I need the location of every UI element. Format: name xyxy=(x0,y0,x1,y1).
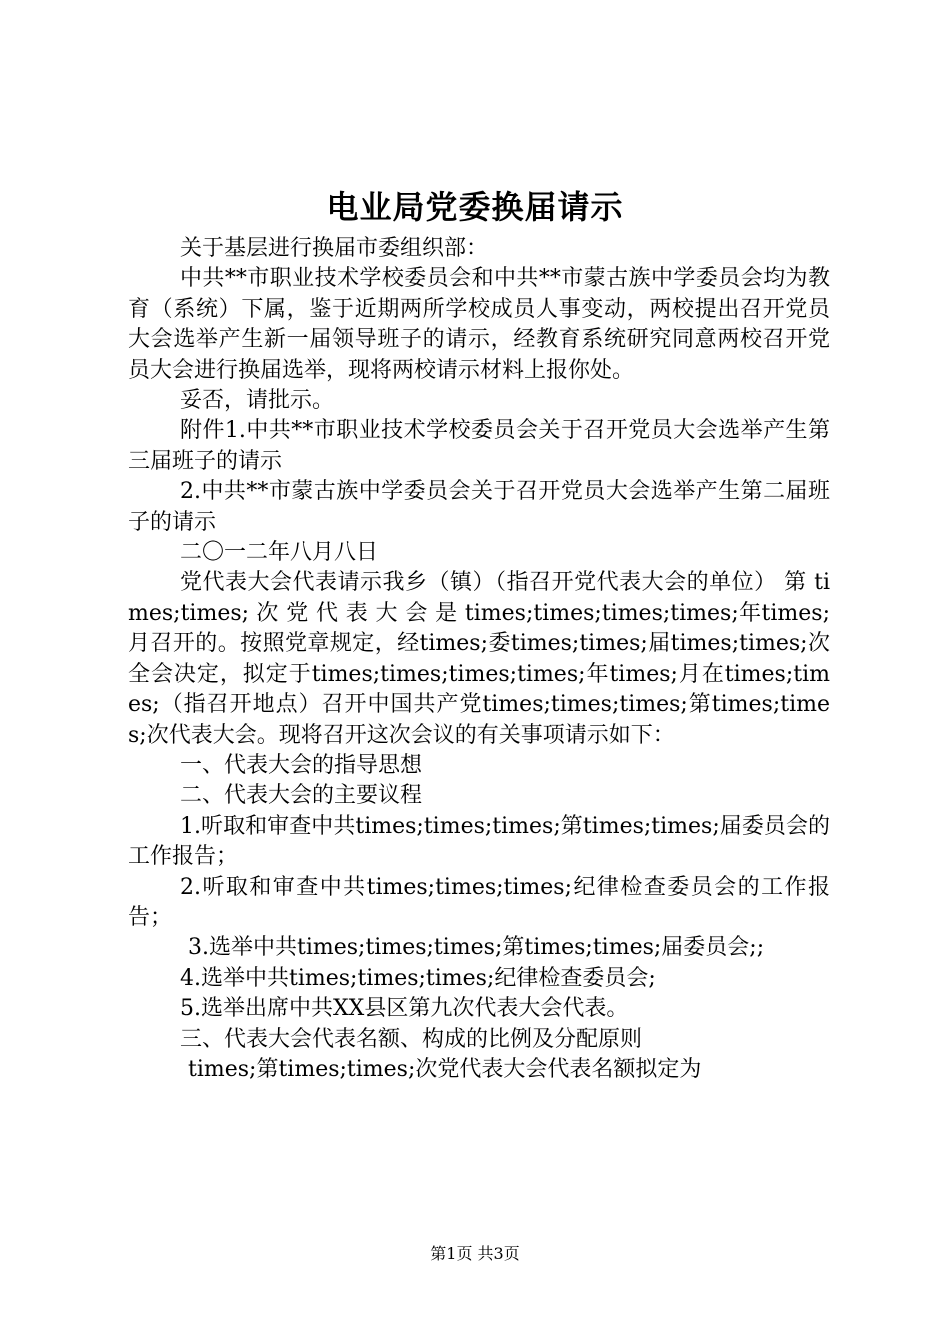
paragraph-section-3: 三、代表大会代表名额、构成的比例及分配原则 xyxy=(180,1026,643,1052)
document-body xyxy=(128,234,830,1085)
paragraph-congress-request: 党代表大会代表请示我乡（镇）（指召开党代表大会的单位） 第 times;times; 次 党 代 表 大 会 是 times;times;times;times;年times;月召开的。按照党章规定，经times;委times;times;届times;times;次全会决定，拟定于times;times;times;times;年times;月在times;times;（指召开地点）召开中国共产党times;times;times;第times;times;次代表大会。现将召开这次会议的有关事项请示如下： xyxy=(128,570,830,748)
paragraph-approval-request: 妥否，请批示。 xyxy=(180,388,335,414)
paragraph-date: 二〇一二年八月八日 xyxy=(180,540,379,566)
page-footer: 第1页 共3页 xyxy=(430,1244,520,1263)
paragraph-agenda-1: 1.听取和审查中共times;times;times;第times;times;届委员会的工作报告； xyxy=(128,813,830,870)
paragraph-delegate-quota: times;第times;times;次党代表大会代表名额拟定为 xyxy=(188,1056,702,1082)
paragraph-attachment-2: 2.中共**市蒙古族中学委员会关于召开党员大会选举产生第二届班子的请示 xyxy=(128,479,830,535)
document-title: 电业局党委换届请示 xyxy=(326,188,624,226)
paragraph-section-1: 一、代表大会的指导思想 xyxy=(180,752,423,778)
paragraph-agenda-2: 2.听取和审查中共times;times;times;纪律检查委员会的工作报告； xyxy=(128,874,830,930)
paragraph-section-2: 二、代表大会的主要议程 xyxy=(180,783,423,809)
paragraph-agenda-3: 3.选举中共times;times;times;第times;times;届委员会;; xyxy=(188,935,765,961)
paragraph-agenda-5: 5.选举出席中共XX县区第九次代表大会代表。 xyxy=(180,996,629,1022)
paragraph-agenda-4: 4.选举中共times;times;times;纪律检查委员会; xyxy=(180,965,656,991)
paragraph-attachment-1: 附件1.中共**市职业技术学校委员会关于召开党员大会选举产生第三届班子的请示 xyxy=(128,418,830,474)
paragraph-addressee: 关于基层进行换届市委组织部： xyxy=(180,236,489,261)
paragraph-main-request: 中共**市职业技术学校委员会和中共**市蒙古族中学委员会均为教育（系统）下属，鉴于近期两所学校成员人事变动，两校提出召开党员大会选举产生新一届领导班子的请示，经教育系统研究同意两校召开党员大会进行换届选举，现将两校请示材料上报你处。 xyxy=(128,266,830,383)
